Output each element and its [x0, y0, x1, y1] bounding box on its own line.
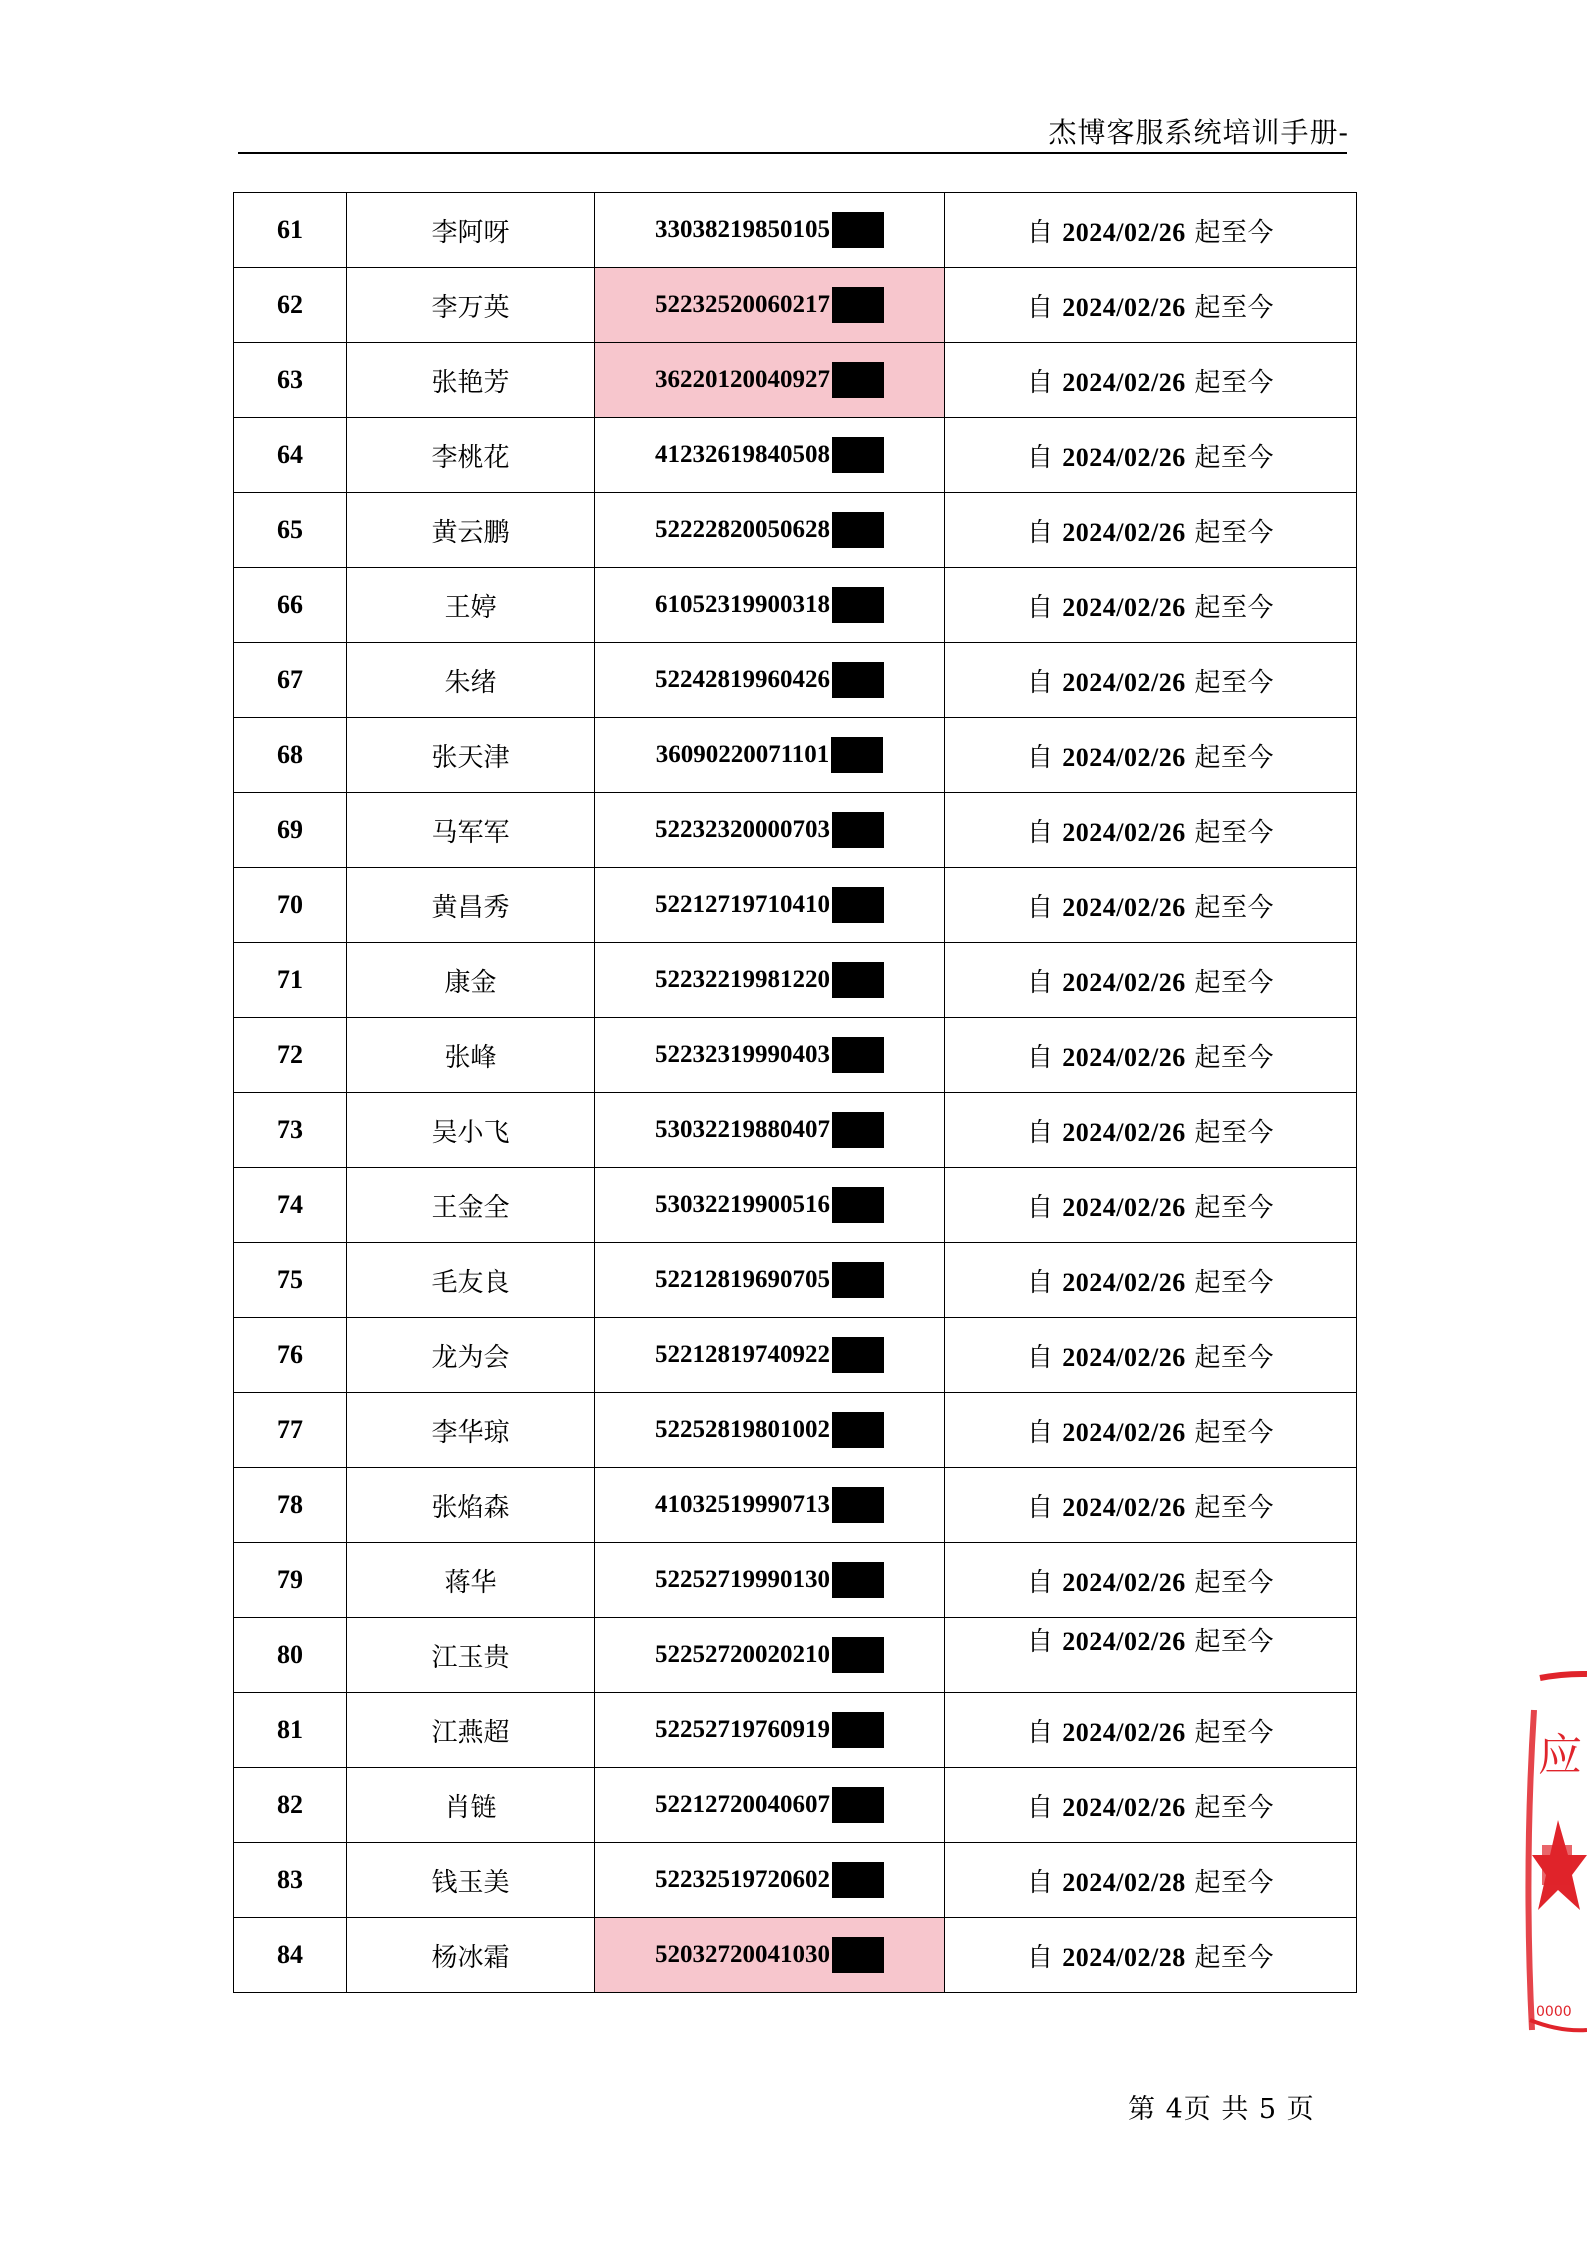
person-name: 江燕超	[347, 1693, 595, 1768]
table-row	[234, 943, 1357, 1018]
date-suffix: 起至今	[1185, 517, 1274, 548]
table-row	[234, 1918, 1357, 1993]
id-number-visible: 41032519990713	[655, 1491, 830, 1518]
id-number-visible: 52232219981220	[655, 966, 830, 993]
person-name: 龙为会	[347, 1318, 595, 1393]
date-prefix: 自	[1027, 892, 1063, 923]
date-prefix: 自	[1027, 1192, 1063, 1223]
table-row	[234, 793, 1357, 868]
id-number-visible: 52212719710410	[655, 891, 830, 918]
date-range-cell	[945, 1843, 1357, 1918]
id-number	[655, 1862, 884, 1898]
id-number-visible: 52212819690705	[655, 1266, 830, 1293]
person-name: 王婷	[347, 568, 595, 643]
row-number: 83	[234, 1843, 347, 1918]
id-number	[655, 1412, 884, 1448]
id-number-cell	[595, 1393, 945, 1468]
date-prefix: 自	[1027, 1342, 1063, 1373]
table-row	[234, 1843, 1357, 1918]
row-number: 61	[234, 193, 347, 268]
id-number-cell	[595, 1618, 945, 1693]
date-suffix: 起至今	[1185, 892, 1274, 923]
date-range	[1027, 1412, 1274, 1449]
id-number-cell	[595, 1543, 945, 1618]
id-number-visible: 52222820050628	[655, 516, 830, 543]
person-name: 马军军	[347, 793, 595, 868]
id-number	[655, 1562, 884, 1598]
seal-serial: 0000	[1536, 2004, 1572, 2020]
date-range	[1027, 662, 1274, 699]
start-date: 2024/02/26	[1062, 1267, 1186, 1297]
row-number: 79	[234, 1543, 347, 1618]
date-suffix: 起至今	[1185, 1267, 1274, 1298]
id-number	[655, 1037, 884, 1073]
seal-graphic	[1520, 1670, 1587, 2040]
date-prefix: 自	[1027, 1492, 1063, 1523]
row-number: 69	[234, 793, 347, 868]
date-range	[1027, 887, 1274, 924]
date-range-cell	[945, 568, 1357, 643]
row-number: 70	[234, 868, 347, 943]
date-range	[1027, 287, 1274, 324]
person-name: 蒋华	[347, 1543, 595, 1618]
date-suffix: 起至今	[1185, 1567, 1274, 1598]
table-row	[234, 1168, 1357, 1243]
date-suffix: 起至今	[1185, 1792, 1274, 1823]
date-range-cell	[945, 1318, 1357, 1393]
table-row	[234, 1318, 1357, 1393]
start-date: 2024/02/26	[1062, 217, 1186, 247]
header-title: 杰博客服系统培训手册-	[1048, 116, 1349, 149]
id-number	[655, 962, 884, 998]
start-date: 2024/02/26	[1062, 667, 1186, 697]
date-prefix: 自	[1027, 1417, 1063, 1448]
id-number-cell	[595, 868, 945, 943]
table-row	[234, 1693, 1357, 1768]
date-suffix: 起至今	[1185, 1717, 1274, 1748]
id-number-visible: 52232319990403	[655, 1041, 830, 1068]
table-row	[234, 1618, 1357, 1693]
date-range	[1027, 1937, 1274, 1974]
date-range	[1027, 1337, 1274, 1374]
date-range-cell	[945, 1243, 1357, 1318]
start-date: 2024/02/26	[1062, 1717, 1186, 1747]
date-range-cell	[945, 1168, 1357, 1243]
row-number: 66	[234, 568, 347, 643]
person-name: 吴小飞	[347, 1093, 595, 1168]
start-date: 2024/02/26	[1062, 1342, 1186, 1372]
roster-table	[233, 192, 1357, 1993]
row-number: 65	[234, 493, 347, 568]
date-range-cell	[945, 268, 1357, 343]
table-row	[234, 643, 1357, 718]
start-date: 2024/02/26	[1062, 1792, 1186, 1822]
redaction-block	[832, 1187, 884, 1223]
id-number-visible: 52232320000703	[655, 816, 830, 843]
row-number: 63	[234, 343, 347, 418]
start-date: 2024/02/26	[1062, 592, 1186, 622]
page-number: 第 4页 共 5 页	[1128, 2094, 1315, 2125]
date-range-cell	[945, 493, 1357, 568]
date-suffix: 起至今	[1185, 1042, 1274, 1073]
date-suffix: 起至今	[1185, 1417, 1274, 1448]
id-number-cell	[595, 1468, 945, 1543]
id-number-visible: 33038219850105	[655, 216, 830, 243]
redaction-block	[832, 437, 884, 473]
row-number: 67	[234, 643, 347, 718]
id-number-visible: 52232519720602	[655, 1866, 830, 1893]
start-date: 2024/02/26	[1062, 367, 1186, 397]
person-name: 张焰森	[347, 1468, 595, 1543]
start-date: 2024/02/26	[1062, 1042, 1186, 1072]
person-name: 肖链	[347, 1768, 595, 1843]
start-date: 2024/02/26	[1062, 1626, 1186, 1656]
redaction-block	[832, 1337, 884, 1373]
redaction-block	[831, 737, 883, 773]
redaction-block	[832, 887, 884, 923]
id-number-cell	[595, 1693, 945, 1768]
table-row	[234, 343, 1357, 418]
person-name: 张天津	[347, 718, 595, 793]
date-range-cell	[945, 868, 1357, 943]
date-suffix: 起至今	[1185, 1117, 1274, 1148]
row-number: 76	[234, 1318, 347, 1393]
id-number-cell	[595, 568, 945, 643]
date-prefix: 自	[1027, 1717, 1063, 1748]
id-number	[655, 212, 884, 248]
table-row	[234, 1393, 1357, 1468]
redaction-block	[832, 1787, 884, 1823]
date-range	[1027, 1862, 1274, 1899]
id-number-cell	[595, 1843, 945, 1918]
start-date: 2024/02/26	[1062, 967, 1186, 997]
row-number: 77	[234, 1393, 347, 1468]
date-range	[1027, 1621, 1274, 1658]
date-prefix: 自	[1027, 1867, 1063, 1898]
person-name: 黄昌秀	[347, 868, 595, 943]
id-number	[655, 1262, 884, 1298]
date-suffix: 起至今	[1185, 1192, 1274, 1223]
row-number: 62	[234, 268, 347, 343]
id-number	[655, 1712, 884, 1748]
table-row	[234, 493, 1357, 568]
id-number	[655, 1637, 884, 1673]
row-number: 68	[234, 718, 347, 793]
redaction-block	[832, 962, 884, 998]
id-number	[655, 887, 884, 923]
person-name: 钱玉美	[347, 1843, 595, 1918]
row-number: 74	[234, 1168, 347, 1243]
date-prefix: 自	[1027, 967, 1063, 998]
redaction-block	[832, 1037, 884, 1073]
date-prefix: 自	[1027, 1117, 1063, 1148]
date-prefix: 自	[1027, 1042, 1063, 1073]
date-range	[1027, 1787, 1274, 1824]
id-number	[655, 1787, 884, 1823]
redaction-block	[832, 1637, 884, 1673]
id-number-cell	[595, 943, 945, 1018]
date-suffix: 起至今	[1185, 967, 1274, 998]
date-range	[1027, 1037, 1274, 1074]
date-suffix: 起至今	[1185, 442, 1274, 473]
id-number-visible: 53032219880407	[655, 1116, 830, 1143]
person-name: 李万英	[347, 268, 595, 343]
date-range	[1027, 1112, 1274, 1149]
date-suffix: 起至今	[1185, 1492, 1274, 1523]
date-range	[1027, 437, 1274, 474]
id-number	[656, 737, 884, 773]
date-prefix: 自	[1027, 442, 1063, 473]
table-row	[234, 1093, 1357, 1168]
start-date: 2024/02/26	[1062, 892, 1186, 922]
id-number-visible: 52252819801002	[655, 1416, 830, 1443]
table-row	[234, 1543, 1357, 1618]
row-number: 82	[234, 1768, 347, 1843]
date-range	[1027, 1187, 1274, 1224]
id-number-visible: 61052319900318	[655, 591, 830, 618]
date-range-cell	[945, 1393, 1357, 1468]
table-row	[234, 1768, 1357, 1843]
id-number	[655, 1187, 884, 1223]
id-number-cell	[595, 418, 945, 493]
row-number: 84	[234, 1918, 347, 1993]
start-date: 2024/02/26	[1062, 442, 1186, 472]
start-date: 2024/02/26	[1062, 742, 1186, 772]
date-range-cell	[945, 343, 1357, 418]
start-date: 2024/02/26	[1062, 1492, 1186, 1522]
person-name: 杨冰霜	[347, 1918, 595, 1993]
id-number	[655, 512, 884, 548]
date-range	[1027, 1487, 1274, 1524]
date-range-cell	[945, 1693, 1357, 1768]
date-suffix: 起至今	[1185, 817, 1274, 848]
date-range-cell	[945, 1918, 1357, 1993]
redaction-block	[832, 1412, 884, 1448]
date-suffix: 起至今	[1185, 1942, 1274, 1973]
id-number-visible: 52212720040607	[655, 1791, 830, 1818]
date-suffix: 起至今	[1185, 742, 1274, 773]
redaction-block	[832, 362, 884, 398]
date-suffix: 起至今	[1185, 1342, 1274, 1373]
date-range-cell	[945, 943, 1357, 1018]
date-range	[1027, 212, 1274, 249]
id-number	[655, 1112, 884, 1148]
official-seal-fragment	[1520, 1670, 1587, 2040]
id-number	[655, 362, 884, 398]
id-number	[655, 587, 884, 623]
id-number	[655, 1337, 884, 1373]
table-row	[234, 1468, 1357, 1543]
id-number	[655, 812, 884, 848]
start-date: 2024/02/26	[1062, 517, 1186, 547]
id-number-cell	[595, 1318, 945, 1393]
person-name: 江玉贵	[347, 1618, 595, 1693]
date-range-cell	[945, 1093, 1357, 1168]
date-range-cell	[945, 793, 1357, 868]
date-range-cell	[945, 1018, 1357, 1093]
header-rule	[238, 152, 1347, 154]
person-name: 李桃花	[347, 418, 595, 493]
id-number	[655, 1487, 884, 1523]
row-number: 81	[234, 1693, 347, 1768]
date-range	[1027, 737, 1274, 774]
date-range	[1027, 587, 1274, 624]
id-number-visible: 36220120040927	[655, 366, 830, 393]
redaction-block	[832, 1937, 884, 1973]
id-number-visible: 52212819740922	[655, 1341, 830, 1368]
table-row	[234, 868, 1357, 943]
id-number	[655, 437, 884, 473]
date-prefix: 自	[1027, 667, 1063, 698]
table-row	[234, 1018, 1357, 1093]
id-number-cell	[595, 493, 945, 568]
date-range-cell	[945, 643, 1357, 718]
date-range-cell	[945, 193, 1357, 268]
table-row	[234, 193, 1357, 268]
date-prefix: 自	[1027, 217, 1063, 248]
date-prefix: 自	[1027, 742, 1063, 773]
id-number-cell	[595, 793, 945, 868]
start-date: 2024/02/26	[1062, 1417, 1186, 1447]
start-date: 2024/02/26	[1062, 292, 1186, 322]
date-prefix: 自	[1027, 517, 1063, 548]
id-number-cell	[595, 1018, 945, 1093]
redaction-block	[832, 212, 884, 248]
id-number	[655, 662, 884, 698]
person-name: 张艳芳	[347, 343, 595, 418]
redaction-block	[832, 662, 884, 698]
person-name: 黄云鹏	[347, 493, 595, 568]
date-prefix: 自	[1027, 367, 1063, 398]
date-range-cell	[945, 1768, 1357, 1843]
date-prefix: 自	[1027, 1567, 1063, 1598]
date-suffix: 起至今	[1185, 667, 1274, 698]
table-row	[234, 268, 1357, 343]
date-prefix: 自	[1027, 1942, 1063, 1973]
id-number-visible: 52032720041030	[655, 1941, 830, 1968]
id-number	[655, 1937, 884, 1973]
table-row	[234, 1243, 1357, 1318]
date-range-cell	[945, 718, 1357, 793]
id-number-cell	[595, 1243, 945, 1318]
start-date: 2024/02/26	[1062, 1567, 1186, 1597]
date-range	[1027, 362, 1274, 399]
person-name: 康金	[347, 943, 595, 1018]
date-suffix: 起至今	[1185, 592, 1274, 623]
id-number-cell	[595, 1918, 945, 1993]
row-number: 64	[234, 418, 347, 493]
redaction-block	[832, 1862, 884, 1898]
start-date: 2024/02/26	[1062, 1192, 1186, 1222]
id-number-visible: 52252719760919	[655, 1716, 830, 1743]
date-range	[1027, 1562, 1274, 1599]
id-number-cell	[595, 1093, 945, 1168]
date-suffix: 起至今	[1185, 1626, 1274, 1657]
redaction-block	[832, 812, 884, 848]
date-range-cell	[945, 1468, 1357, 1543]
start-date: 2024/02/28	[1062, 1867, 1186, 1897]
id-number-visible: 52252720020210	[655, 1641, 830, 1668]
date-prefix: 自	[1027, 1626, 1063, 1657]
redaction-block	[832, 1487, 884, 1523]
person-name: 毛友良	[347, 1243, 595, 1318]
redaction-block	[832, 1562, 884, 1598]
date-prefix: 自	[1027, 817, 1063, 848]
row-number: 80	[234, 1618, 347, 1693]
date-prefix: 自	[1027, 292, 1063, 323]
id-number-visible: 52232520060217	[655, 291, 830, 318]
id-number-cell	[595, 643, 945, 718]
date-range-cell	[945, 1543, 1357, 1618]
date-range-cell	[945, 1618, 1357, 1693]
person-name: 王金全	[347, 1168, 595, 1243]
row-number: 71	[234, 943, 347, 1018]
date-range	[1027, 512, 1274, 549]
roster-table-body	[234, 193, 1357, 1993]
date-range-cell	[945, 418, 1357, 493]
id-number-cell	[595, 1768, 945, 1843]
redaction-block	[832, 1262, 884, 1298]
date-range	[1027, 962, 1274, 999]
start-date: 2024/02/26	[1062, 1117, 1186, 1147]
id-number-cell	[595, 343, 945, 418]
date-prefix: 自	[1027, 1267, 1063, 1298]
date-suffix: 起至今	[1185, 367, 1274, 398]
person-name: 李华琼	[347, 1393, 595, 1468]
row-number: 73	[234, 1093, 347, 1168]
id-number-visible: 53032219900516	[655, 1191, 830, 1218]
id-number-cell	[595, 718, 945, 793]
id-number-visible: 52242819960426	[655, 666, 830, 693]
date-range	[1027, 1712, 1274, 1749]
redaction-block	[832, 1712, 884, 1748]
date-suffix: 起至今	[1185, 217, 1274, 248]
redaction-block	[832, 512, 884, 548]
person-name: 张峰	[347, 1018, 595, 1093]
person-name: 朱绪	[347, 643, 595, 718]
id-number-cell	[595, 1168, 945, 1243]
redaction-block	[832, 1112, 884, 1148]
date-suffix: 起至今	[1185, 292, 1274, 323]
seal-character: 应	[1538, 1730, 1582, 1781]
row-number: 75	[234, 1243, 347, 1318]
redaction-block	[832, 587, 884, 623]
id-number-visible: 36090220071101	[655, 741, 830, 768]
table-row	[234, 718, 1357, 793]
table-row	[234, 568, 1357, 643]
date-range	[1027, 1262, 1274, 1299]
id-number-visible: 52252719990130	[655, 1566, 830, 1593]
table-row	[234, 418, 1357, 493]
person-name: 李阿呀	[347, 193, 595, 268]
date-prefix: 自	[1027, 1792, 1063, 1823]
date-suffix: 起至今	[1185, 1867, 1274, 1898]
row-number: 72	[234, 1018, 347, 1093]
id-number-visible: 41232619840508	[655, 441, 830, 468]
row-number: 78	[234, 1468, 347, 1543]
id-number	[655, 287, 884, 323]
start-date: 2024/02/28	[1062, 1942, 1186, 1972]
id-number-cell	[595, 193, 945, 268]
redaction-block	[832, 287, 884, 323]
date-prefix: 自	[1027, 592, 1063, 623]
id-number-cell	[595, 268, 945, 343]
date-range	[1027, 812, 1274, 849]
start-date: 2024/02/26	[1062, 817, 1186, 847]
